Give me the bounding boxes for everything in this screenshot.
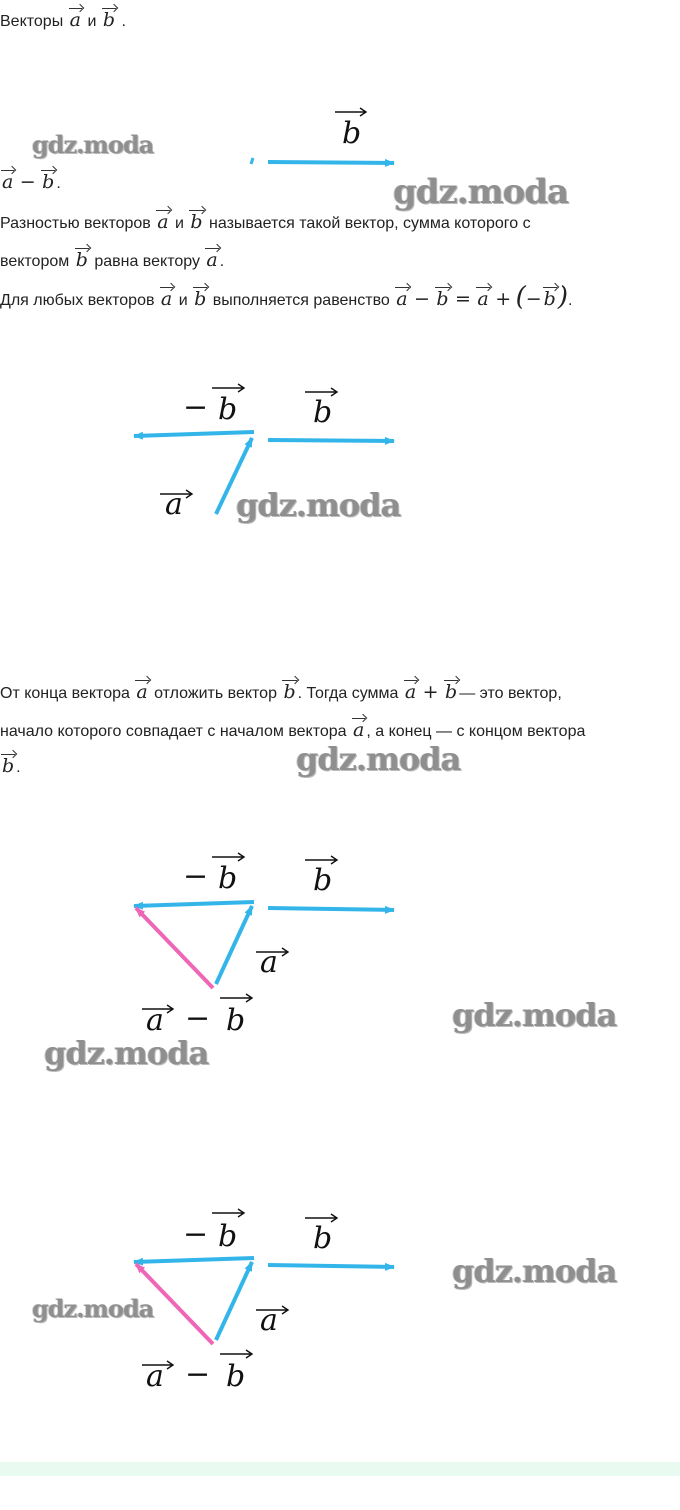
b-label: b — [313, 1221, 333, 1256]
vector-a-arrow — [216, 1262, 252, 1340]
watermark-logo: gdz.moda — [452, 1252, 617, 1290]
a-minus-b-label-b: b — [226, 1003, 246, 1038]
vector-b-symbol: b — [102, 9, 115, 31]
svg-text:−: − — [183, 1217, 209, 1252]
watermark-logo: gdz.moda — [296, 740, 461, 778]
difference-definition-line-2: вектором b равна вектору a . — [0, 249, 225, 271]
a-label: a — [165, 487, 183, 522]
vector-a-symbol: a — [69, 9, 81, 31]
watermark-logo: gdz.moda — [393, 172, 569, 212]
b-label: b — [313, 395, 333, 430]
difference-definition-line-1: Разностью векторов a и b называется такой вектор, сумма которого с — [0, 211, 531, 233]
watermark-logo: gdz.moda — [44, 1034, 209, 1072]
watermark-logo: gdz.moda — [32, 1294, 154, 1323]
a-minus-b-label-b: b — [226, 1359, 246, 1394]
sum-explanation-line-1: От конца вектора a отложить вектор b . Тогда сумма a + b — это вектор, — [0, 681, 562, 703]
vector-neg-b-arrow — [134, 1258, 254, 1262]
vectors-intro-line: Векторы a и b . — [0, 9, 126, 31]
neg-b-label: b — [218, 392, 238, 427]
watermark-logo: gdz.moda — [236, 486, 401, 524]
svg-text:−: − — [183, 390, 209, 425]
a-minus-b-label-a: a — [146, 1359, 164, 1394]
a-label: a — [260, 945, 278, 980]
b-label: b — [313, 863, 333, 898]
footer-bar — [0, 1462, 680, 1476]
vector-b-label: b — [342, 116, 362, 151]
a-label: a — [260, 1303, 278, 1338]
watermark-logo: gdz.moda — [32, 130, 154, 159]
sum-explanation-line-2: начало которого совпадает с началом вектора a , а конец — с концом вектора — [0, 719, 586, 741]
a-minus-b-formula: a − b . — [2, 171, 61, 193]
a-minus-b-label-a: a — [146, 1003, 164, 1038]
watermark-logo: gdz.moda — [452, 996, 617, 1034]
difference-rule-line: Для любых векторов a и b выполняется равенство a − b = a + (− b). — [0, 282, 573, 312]
svg-text:−: − — [183, 859, 209, 894]
svg-text:−: − — [185, 1357, 211, 1392]
neg-b-label: b — [218, 861, 238, 896]
svg-text:−: − — [185, 1001, 211, 1036]
sum-explanation-line-3: b . — [2, 755, 21, 777]
vector-b-arrow — [268, 1265, 394, 1267]
neg-b-label: b — [218, 1219, 238, 1254]
